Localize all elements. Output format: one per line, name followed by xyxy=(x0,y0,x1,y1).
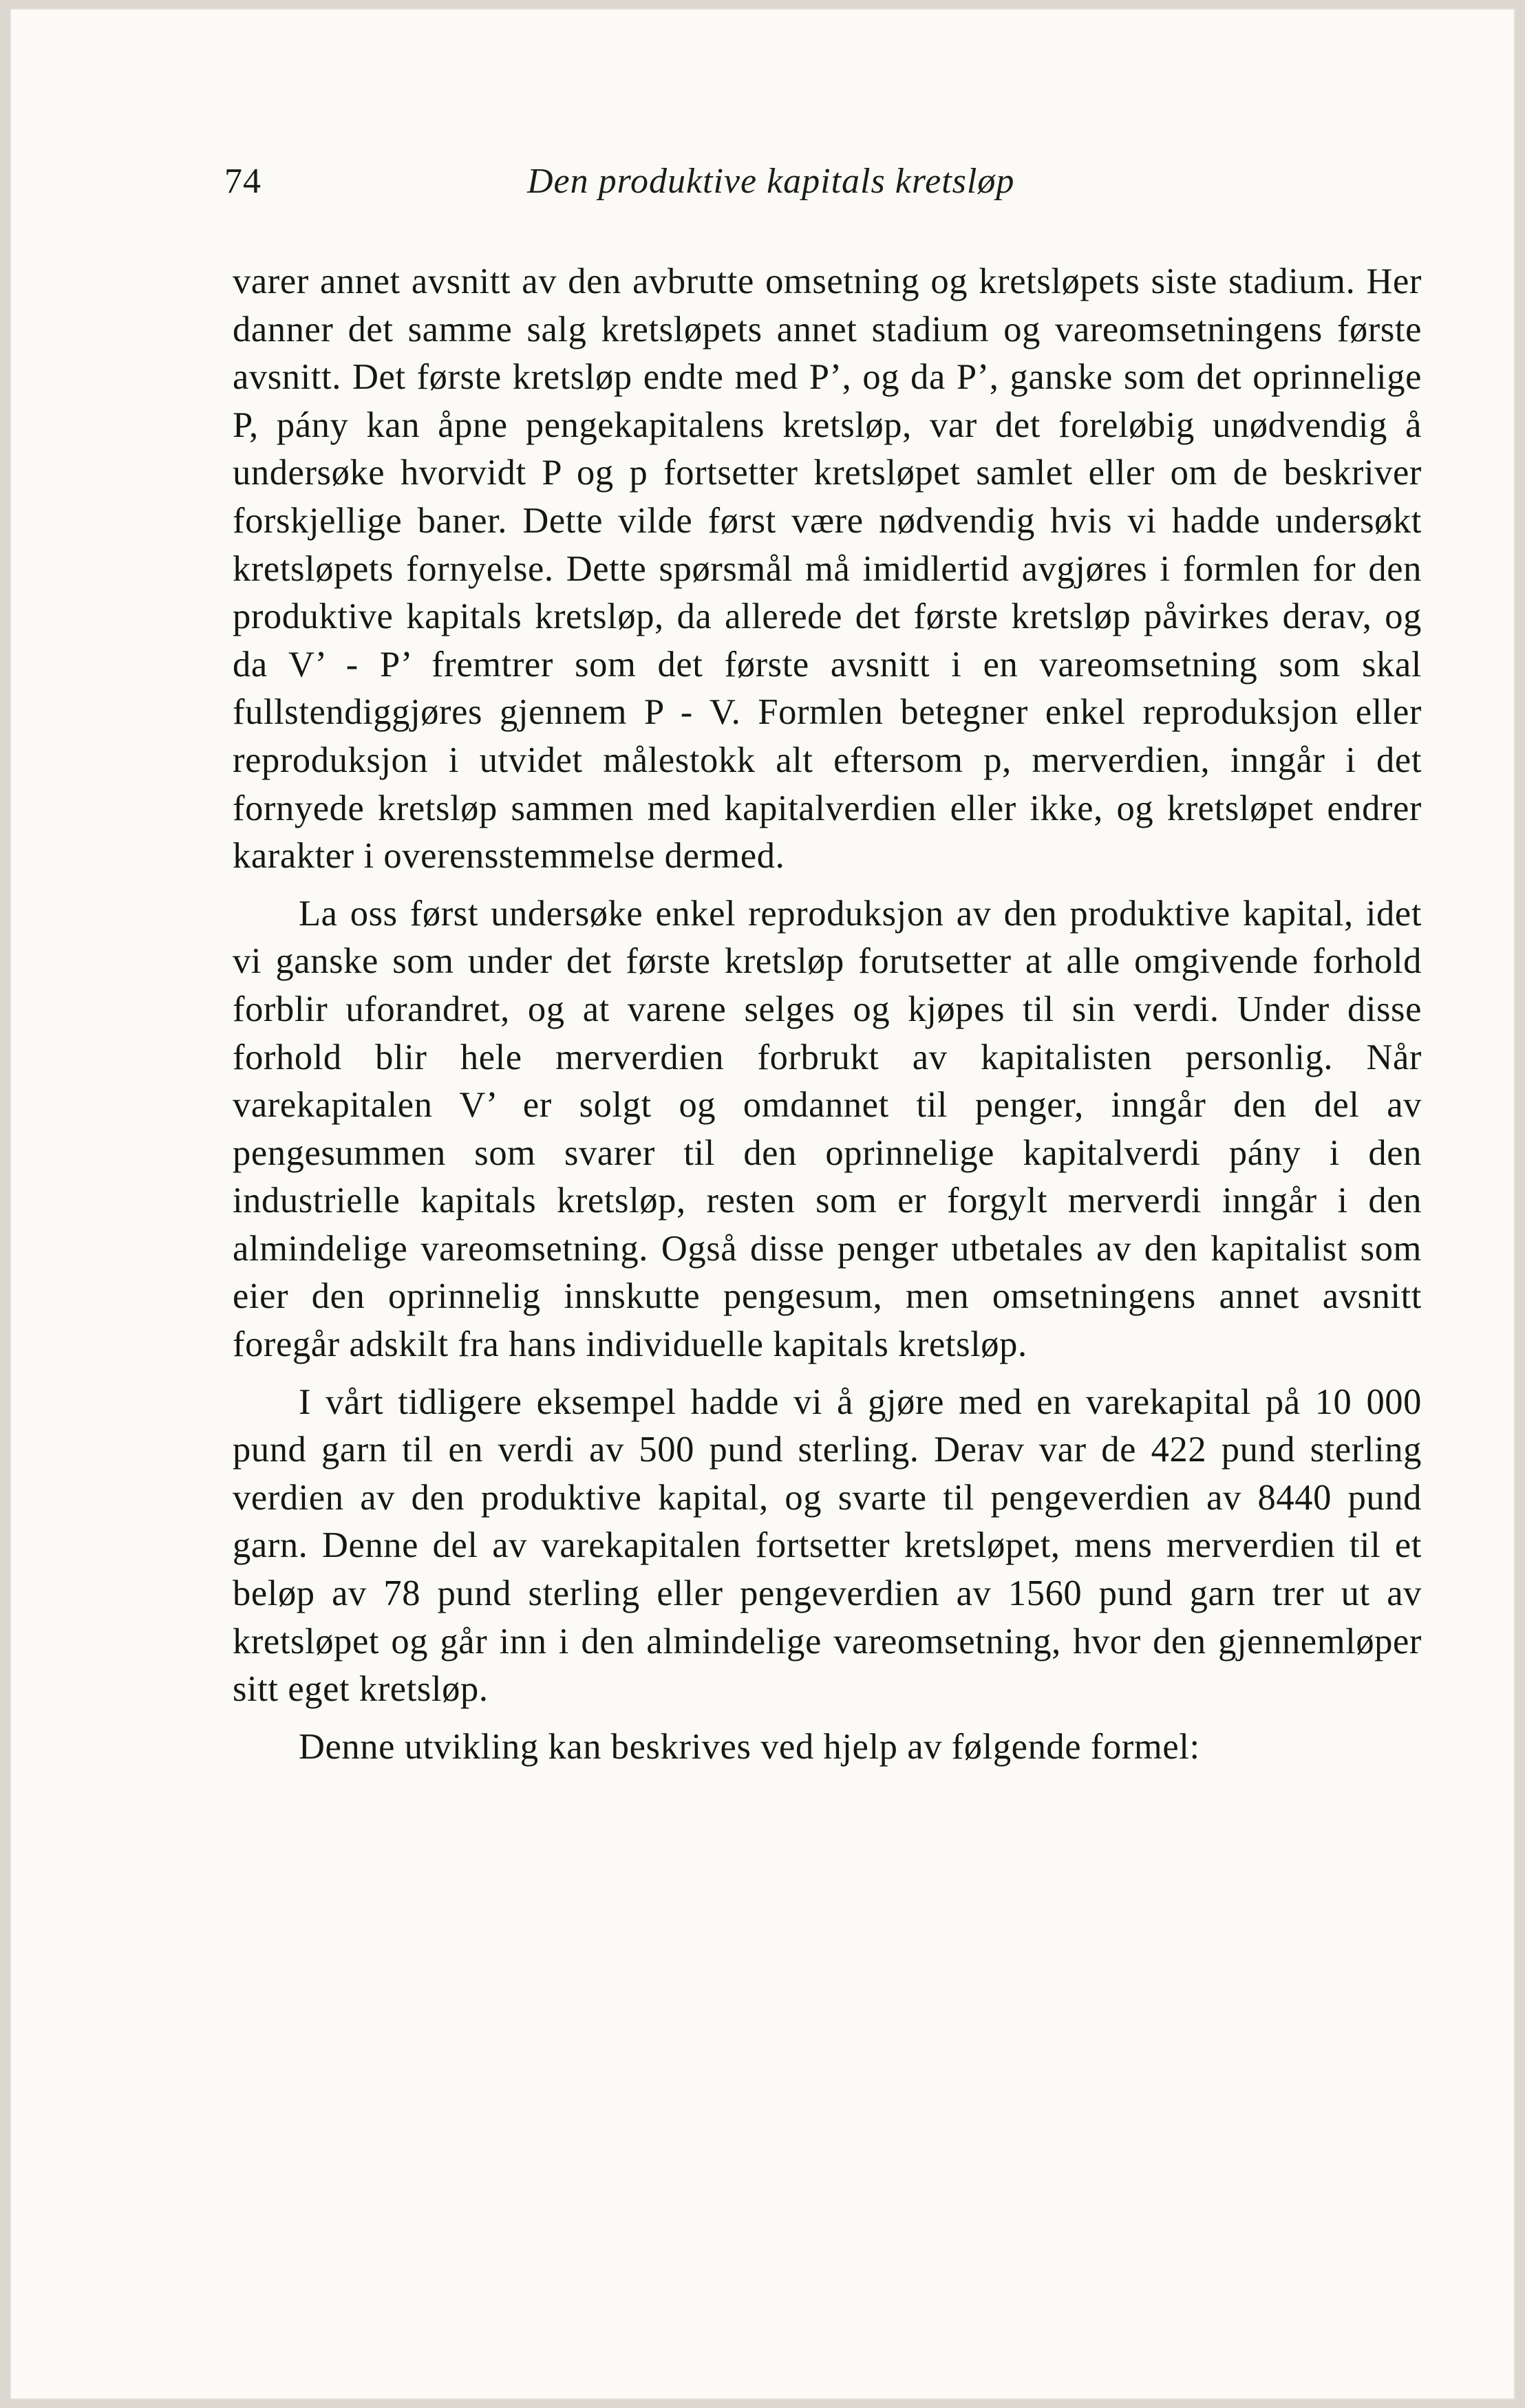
paragraph-formula-intro: Denne utvikling kan beskrives ved hjelp av følgende formel: xyxy=(299,1726,1200,1767)
page-header xyxy=(224,161,1436,209)
paragraph-simple-reproduction: La oss først undersøke enkel reproduksjon av den produktive kapital, idet vi ganske som under det første kretsløp forutsetter at alle omgivende forhold forblir uforandret, og at varene selges og kjøpes til sin verdi. Under disse forhold blir hele merverdien forbrukt av kapitalisten personlig. Når varekapitalen V’ er solgt og omdannet til penger, inngår den del av pengesummen som svarer til den oprinnelige kapitalverdi pány i den industrielle kapitals kretsløp, resten som er forgylt merverdi inngår i den almindelige vareomsetning. Også disse penger utbetales av den kapitalist som eier den oprinnelig innskutte pengesum, men omsetningens annet avsnitt foregår adskilt fra hans individuelle kapitals kretsløp. xyxy=(233,893,1422,1365)
page-number: 74 xyxy=(224,162,262,201)
paragraph-example: I vårt tidligere eksempel hadde vi å gjøre med en varekapital på 10 000 pund garn til en verdi av 500 pund sterling. Derav var de 422 pund sterling verdien av den produktive kapital, og svarte til pengeverdien av 8440 pund garn. Denne del av varekapitalen fortsetter kretsløpet, mens merverdien til et beløp av 78 pund sterling eller pengeverdien av 1560 pund garn trer ut av kretsløpet og går inn i den almindelige vareomsetning, hvor den gjennemløper sitt eget kretsløp. xyxy=(233,1382,1422,1710)
paragraph-continued: varer annet avsnitt av den avbrutte omsetning og kretsløpets siste stadium. Her danner det samme salg kretsløpets annet stadium og vareomsetningens første avsnitt. Det første kretsløp endte med P’, og da P’, ganske som det oprinnelige P, pány kan åpne pengekapitalens kretsløp, var det foreløbig unødvendig å undersøke hvorvidt P og p fortsetter kretsløpet samlet eller om de beskriver forskjellige baner. Dette vilde først være nødvendig hvis vi hadde undersøkt kretsløpets fornyelse. Dette spørsmål må imidlertid avgjøres i formlen for den produktive kapitals kretsløp, da allerede det første kretsløp påvirkes derav, og da V’ - P’ fremtrer som det første avsnitt i en vareomsetning som skal fullstendiggjøres gjennem P - V. Formlen betegner enkel reproduksjon eller reproduksjon i utvidet målestokk alt eftersom p, merverdien, inngår i det fornyede kretsløp sammen med kapitalverdien eller ikke, og kretsløpet endrer karakter i overensstemmelse dermed. xyxy=(233,261,1422,877)
running-title: Den produktive kapitals kretsløp xyxy=(527,162,1015,201)
body-text xyxy=(233,258,1422,1771)
